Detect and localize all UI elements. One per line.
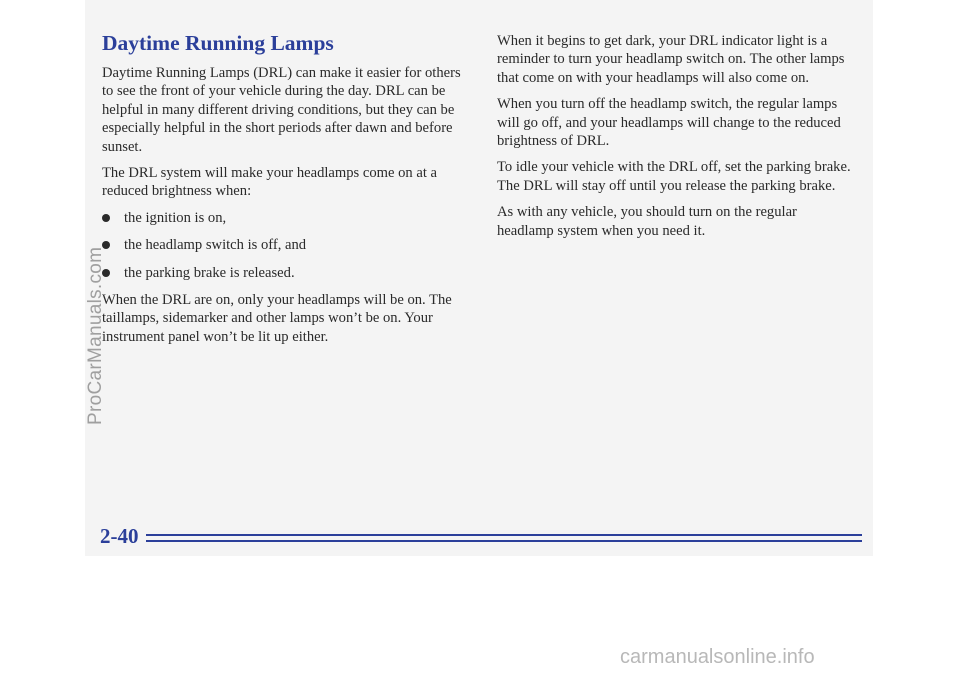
conditions-paragraph: The DRL system will make your headlamps come on at a reduced brightness when: <box>102 165 438 200</box>
list-item: the headlamp switch is off, and <box>102 236 470 254</box>
page-number: 2-40 <box>100 524 139 548</box>
switch-off-paragraph: When you turn off the headlamp switch, the regular lamps will go off, and your headlamps will change to the reduced brightness of DRL. <box>497 96 841 150</box>
idle-paragraph: To idle your vehicle with the DRL off, set the parking brake. The DRL will stay off until you release the parking brake. <box>497 159 851 194</box>
intro-paragraph: Daytime Running Lamps (DRL) can make it easier for others to see the front of your vehicle during the day. DRL can be helpful in many different driving conditions, but they can be especially helpful in the short periods after dawn and before sunset. <box>102 65 461 155</box>
list-item: the ignition is on, <box>102 209 470 227</box>
conditions-list <box>102 209 470 282</box>
drl-on-paragraph: When the DRL are on, only your headlamps will be on. The taillamps, sidemarker and other lamps won’t be on. Your instrument panel won’t be lit up either. <box>102 292 452 345</box>
left-column <box>102 30 470 354</box>
right-column <box>497 32 853 248</box>
indicator-paragraph: When it begins to get dark, your DRL indicator light is a reminder to turn your headlamp switch on. The other lamps that come on with your headlamps will also come on. <box>497 33 845 86</box>
side-watermark: ProCarManuals.com <box>85 246 106 425</box>
bullet-icon <box>102 214 110 222</box>
regular-headlamp-paragraph: As with any vehicle, you should turn on the regular headlamp system when you need it. <box>497 204 797 239</box>
bottom-watermark: carmanualsonline.info <box>620 646 815 668</box>
list-item: the parking brake is released. <box>102 264 470 282</box>
section-heading: Daytime Running Lamps <box>102 31 334 55</box>
footer-rule <box>146 540 862 542</box>
footer-rule <box>146 534 862 536</box>
page-footer <box>100 522 862 552</box>
